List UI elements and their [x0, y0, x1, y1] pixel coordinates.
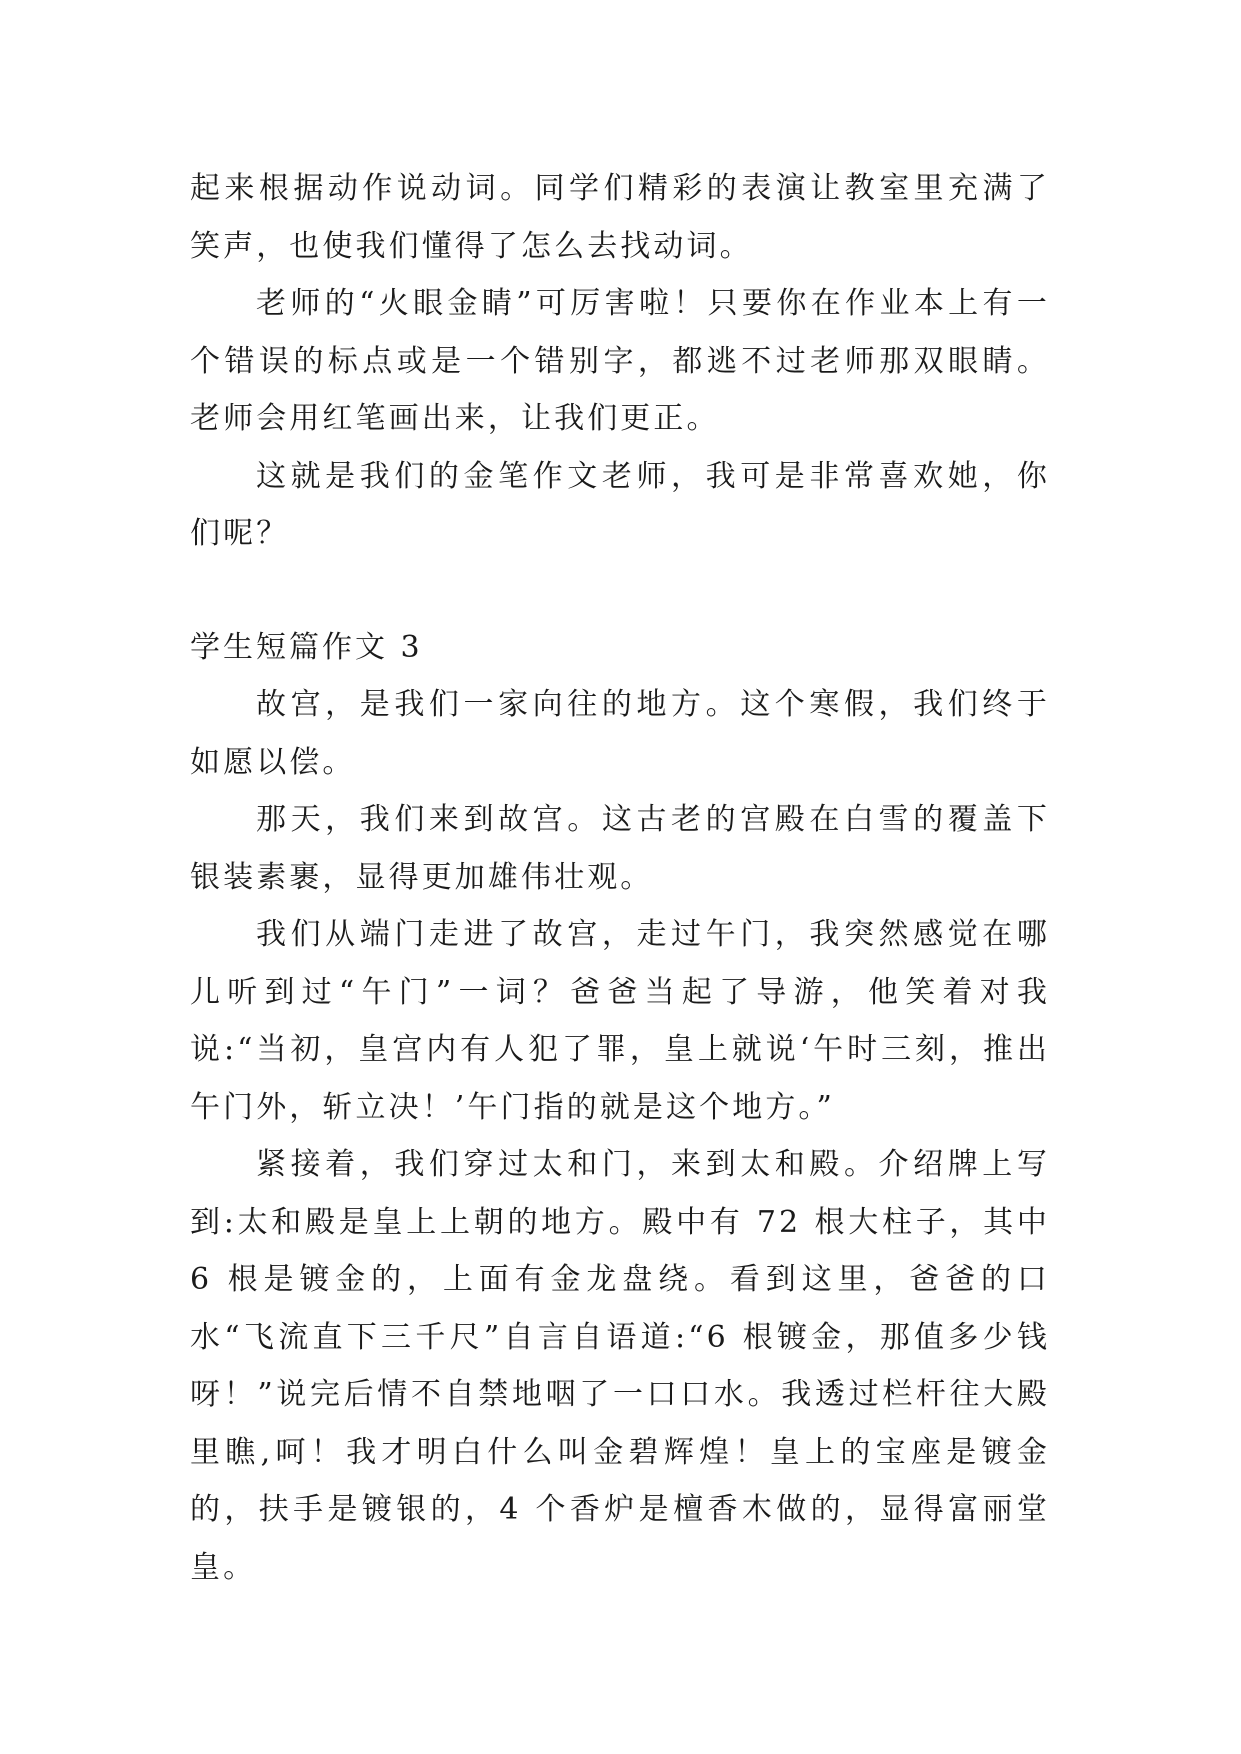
paragraph-continuation: 起来根据动作说动词。同学们精彩的表演让教室里充满了笑声，也使我们懂得了怎么去找动词。 [190, 171, 1050, 264]
paragraph-teacher-eyes: 老师的“火眼金睛”可厉害啦！只要你在作业本上有一个错误的标点或是一个错别字，都逃不过老师那双眼睛。老师会用红笔画出来，让我们更正。 [190, 286, 1050, 436]
paragraph-conclusion: 这就是我们的金笔作文老师，我可是非常喜欢她，你们呢？ [190, 458, 1050, 551]
section-title: 学生短篇作文 3 [190, 629, 423, 665]
paragraph-intro: 故宫，是我们一家向往的地方。这个寒假，我们终于如愿以偿。 [190, 687, 1050, 780]
document-page [190, 160, 1050, 1596]
paragraph-wumen: 我们从端门走进了故宫，走过午门，我突然感觉在哪儿听到过“午门”一词？爸爸当起了导游，他笑着对我说:“当初，皇宫内有人犯了罪，皇上就说‘午时三刻，推出午门外，斩立决！’午门指的就是这个地方。” [190, 917, 1050, 1125]
paragraph-arrival: 那天，我们来到故宫。这古老的宫殿在白雪的覆盖下银装素裹，显得更加雄伟壮观。 [190, 802, 1050, 895]
paragraph-taihe-hall: 紧接着，我们穿过太和门，来到太和殿。介绍牌上写到:太和殿是皇上上朝的地方。殿中有 72 根大柱子，其中 6 根是镀金的，上面有金龙盘绕。看到这里，爸爸的口水“飞流直下三千尺”自言自语道:“6 根镀金，那值多少钱呀！”说完后情不自禁地咽了一口口水。我透过栏杆往大殿里瞧,呵！我才明白什么叫金碧辉煌！皇上的宝座是镀金的，扶手是镀银的，4 个香炉是檀香木做的，显得富丽堂皇。 [190, 1147, 1050, 1585]
